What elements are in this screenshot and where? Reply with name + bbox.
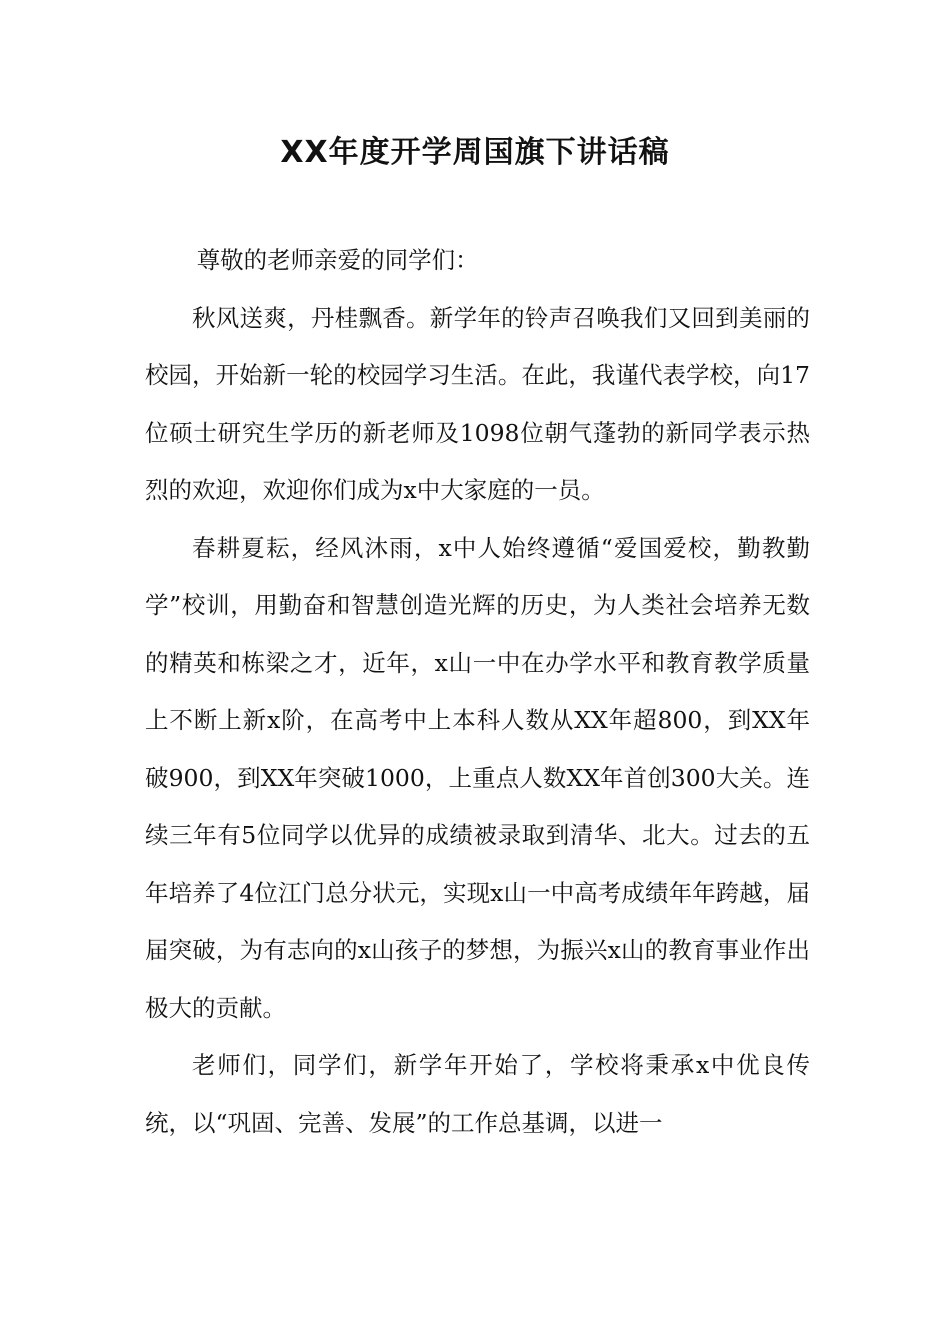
body-paragraph-new-year: 老师们，同学们，新学年开始了，学校将秉承x中优良传统，以“巩固、完善、发展”的工作总基调，以进一 — [145, 1051, 810, 1137]
document-title: XX年度开学周国旗下讲话稿 — [280, 135, 670, 170]
body-paragraph-history: 春耕夏耘，经风沐雨，x中人始终遵循“爱国爱校，勤教勤学”校训，用勤奋和智慧创造光辉的历史，为人类社会培养无数的精英和栋梁之才，近年，x山一中在办学水平和教育教学质量上不断上新x阶，在高考中上本科人数从XX年超800，到XX年破900，到XX年突破1000，上重点人数XX年首创300大关。连续三年有5位同学以优异的成绩被录取到清华、北大。过去的五年培养了4位江门总分状元，实现x山一中高考成绩年年跨越，届届突破，为有志向的x山孩子的梦想，为振兴x山的教育事业作出极大的贡献。 — [145, 533, 810, 1022]
salutation-paragraph: 尊敬的老师亲爱的同学们： — [196, 246, 479, 274]
document-body — [145, 232, 810, 1152]
body-paragraph-welcome: 秋风送爽，丹桂飘香。新学年的铃声召唤我们又回到美丽的校园，开始新一轮的校园学习生活。在此，我谨代表学校，向17位硕士研究生学历的新老师及1098位朝气蓬勃的新同学表示热烈的欢迎，欢迎你们成为x中大家庭的一员。 — [145, 303, 810, 504]
